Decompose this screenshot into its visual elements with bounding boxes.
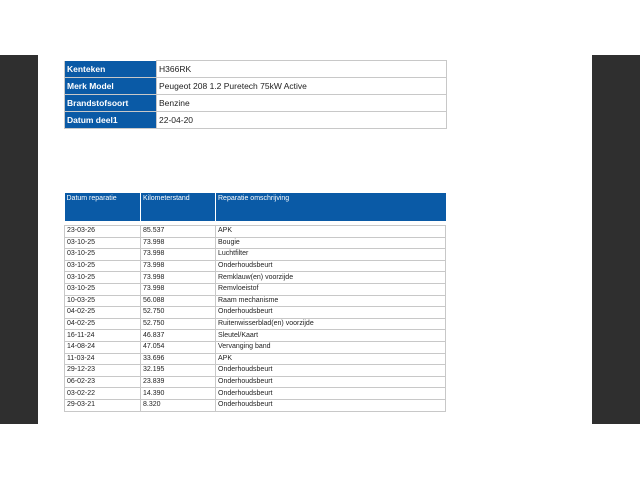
table-row	[65, 388, 446, 400]
repair-description-cell: APK	[216, 226, 446, 238]
repair-date-cell: 14-08-24	[65, 341, 141, 353]
repair-date-cell: 10-03-25	[65, 295, 141, 307]
repair-description-cell: Raam mechanisme	[216, 295, 446, 307]
info-row-merk-model	[65, 78, 447, 95]
repair-km-cell: 33.696	[141, 353, 216, 365]
repair-header-row	[65, 193, 446, 221]
repair-date-cell: 03-10-25	[65, 249, 141, 261]
table-row	[65, 226, 446, 238]
info-label: Datum deel1	[65, 112, 157, 129]
repair-date-cell: 23-03-26	[65, 226, 141, 238]
info-label: Brandstofsoort	[65, 95, 157, 112]
info-value: Benzine	[157, 95, 447, 112]
repair-description-cell: Onderhoudsbeurt	[216, 399, 446, 411]
info-row-brandstofsoort	[65, 95, 447, 112]
repair-km-cell: 47.054	[141, 341, 216, 353]
table-row	[65, 318, 446, 330]
repair-description-cell: Onderhoudsbeurt	[216, 388, 446, 400]
table-row	[65, 272, 446, 284]
table-row	[65, 376, 446, 388]
repair-description-cell: Sleutel/Kaart	[216, 330, 446, 342]
header-datum-reparatie: Datum reparatie	[65, 193, 141, 221]
repair-description-cell: Onderhoudsbeurt	[216, 376, 446, 388]
table-row	[65, 307, 446, 319]
table-row	[65, 237, 446, 249]
repair-description-cell: Vervanging band	[216, 341, 446, 353]
info-value: 22-04-20	[157, 112, 447, 129]
repair-km-cell: 73.998	[141, 260, 216, 272]
info-label: Merk Model	[65, 78, 157, 95]
repair-km-cell: 73.998	[141, 249, 216, 261]
table-row	[65, 283, 446, 295]
repair-km-cell: 23.839	[141, 376, 216, 388]
repair-date-cell: 03-10-25	[65, 237, 141, 249]
repair-km-cell: 73.998	[141, 272, 216, 284]
header-reparatie-omschrijving: Reparatie omschrijving	[216, 193, 446, 221]
repair-km-cell: 46.837	[141, 330, 216, 342]
vehicle-info-table	[64, 60, 447, 129]
repair-date-cell: 04-02-25	[65, 318, 141, 330]
table-row	[65, 295, 446, 307]
info-label: Kenteken	[65, 61, 157, 78]
repair-date-cell: 04-02-25	[65, 307, 141, 319]
info-value: Peugeot 208 1.2 Puretech 75kW Active	[157, 78, 447, 95]
repair-description-cell: Luchtfilter	[216, 249, 446, 261]
repair-description-cell: Onderhoudsbeurt	[216, 307, 446, 319]
info-row-kenteken	[65, 61, 447, 78]
repair-description-cell: Remklauw(en) voorzijde	[216, 272, 446, 284]
right-dark-margin	[592, 55, 640, 424]
repair-km-cell: 32.195	[141, 365, 216, 377]
repair-km-cell: 56.088	[141, 295, 216, 307]
table-row	[65, 341, 446, 353]
repair-description-cell: Onderhoudsbeurt	[216, 260, 446, 272]
repair-date-cell: 03-10-25	[65, 260, 141, 272]
repair-km-cell: 52.750	[141, 307, 216, 319]
info-row-datum-deel1	[65, 112, 447, 129]
table-row	[65, 260, 446, 272]
repair-description-cell: Onderhoudsbeurt	[216, 365, 446, 377]
table-row	[65, 399, 446, 411]
header-kilometerstand: Kilometerstand	[141, 193, 216, 221]
repair-history-table	[64, 193, 446, 412]
left-dark-margin	[0, 55, 38, 424]
table-row	[65, 330, 446, 342]
table-row	[65, 353, 446, 365]
repair-km-cell: 8.320	[141, 399, 216, 411]
repair-km-cell: 14.390	[141, 388, 216, 400]
repair-date-cell: 29-03-21	[65, 399, 141, 411]
repair-date-cell: 29-12-23	[65, 365, 141, 377]
repair-date-cell: 11-03-24	[65, 353, 141, 365]
info-value: H366RK	[157, 61, 447, 78]
repair-date-cell: 03-10-25	[65, 283, 141, 295]
repair-km-cell: 73.998	[141, 283, 216, 295]
repair-description-cell: Bougie	[216, 237, 446, 249]
table-row	[65, 365, 446, 377]
repair-date-cell: 03-10-25	[65, 272, 141, 284]
repair-km-cell: 52.750	[141, 318, 216, 330]
repair-description-cell: Remvloeistof	[216, 283, 446, 295]
repair-date-cell: 16-11-24	[65, 330, 141, 342]
table-row	[65, 249, 446, 261]
repair-description-cell: APK	[216, 353, 446, 365]
repair-description-cell: Ruitenwisserblad(en) voorzijde	[216, 318, 446, 330]
repair-date-cell: 06-02-23	[65, 376, 141, 388]
repair-date-cell: 03-02-22	[65, 388, 141, 400]
repair-km-cell: 73.998	[141, 237, 216, 249]
repair-km-cell: 85.537	[141, 226, 216, 238]
